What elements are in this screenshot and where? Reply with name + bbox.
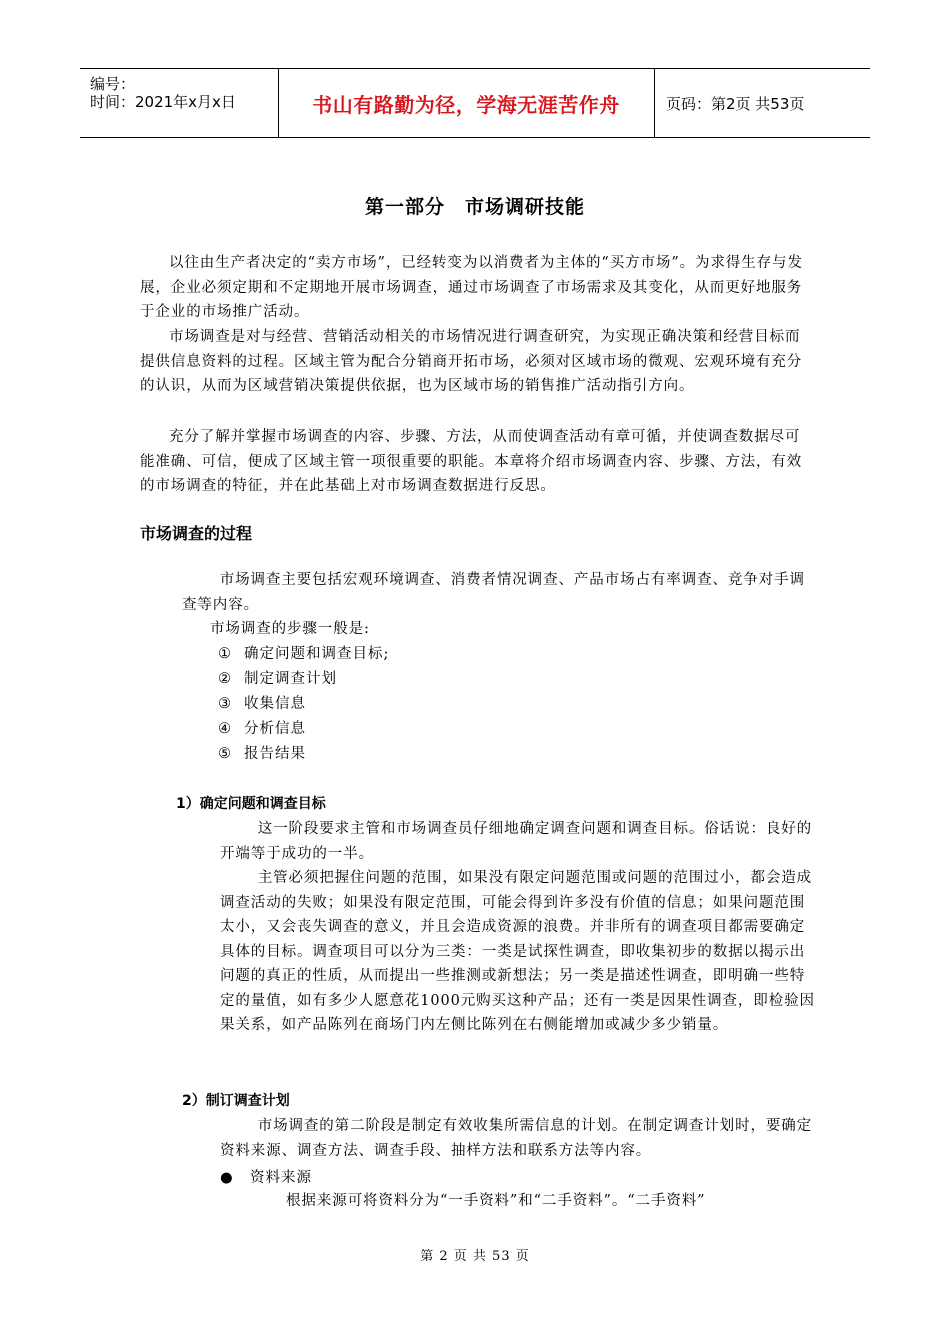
- list-text: 确定问题和调查目标;: [244, 646, 390, 662]
- list-number: ⑤: [218, 746, 232, 762]
- subsection-2-paragraph-1: 市场调查的第二阶段是制定有效收集所需信息的计划。在制定调查计划时，要确定资料来源、调查方法、调查手段、抽样方法和联系方法等内容。: [220, 1118, 813, 1159]
- subsection-1-paragraph-2: 主管必须把握住问题的范围，如果没有限定问题范围或问题的范围过小，都会造成调查活动的失败；如果没有限定范围，可能会得到许多没有价值的信息；如果问题范围太小，又会丧失调查的意义，并且会造成资源的浪费。并非所有的调查项目都需要确定具体的目标。调查项目可以分为三类：一类是试探性调查，即收集初步的数据以揭示出问题的真正的性质，从而提出一些推测或新想法；另一类是描述性调查，即明确一些特定的量值，如有多少人愿意花1000元购买这种产品；还有一类是因果性调查，即检验因果关系，如产品陈列在商场门内左侧比陈列在右侧能增加或减少多少销量。: [220, 870, 815, 1033]
- intro-paragraph-2: 市场调查是对与经营、营销活动相关的市场情况进行调查研究，为实现正确决策和经营目标而提供信息资料的过程。区域主管为配合分销商开拓市场，必须对区域市场的微观、宏观环境有充分的认识，从而为区域营销决策提供依据，也为区域市场的销售推广活动指引方向。: [140, 329, 803, 394]
- header-meta-cell: [80, 69, 279, 137]
- section-paragraph: 市场调查主要包括宏观环境调查、消费者情况调查、产品市场占有率调查、竞争对手调查等内容。: [182, 572, 805, 613]
- list-number: ②: [218, 671, 232, 687]
- list-item: [218, 717, 306, 738]
- bullet-item: [220, 1166, 312, 1187]
- list-item: [218, 642, 389, 663]
- subsection-heading-1: 1）确定问题和调查目标: [176, 796, 326, 812]
- page-footer: 第 2 页 共 53 页: [420, 1249, 530, 1264]
- page-header: [80, 68, 870, 138]
- list-text: 制定调查计划: [244, 671, 337, 687]
- list-text: 分析信息: [244, 721, 306, 737]
- page-title: 第一部分 市场调研技能: [364, 196, 585, 218]
- list-text: 报告结果: [244, 746, 306, 762]
- header-page-cell: [654, 69, 870, 137]
- section-heading: 市场调查的过程: [140, 524, 253, 543]
- list-item: [218, 667, 337, 688]
- list-number: ③: [218, 696, 232, 712]
- page-info: 页码：第2页 共53页: [666, 95, 805, 113]
- date-label: 时间：2021年x月x日: [90, 93, 236, 111]
- subsection-2-paragraph-2: 根据来源可将资料分为“一手资料”和“二手资料”。“二手资料”: [286, 1193, 706, 1209]
- subsection-heading-2: 2）制订调查计划: [182, 1093, 290, 1109]
- list-item: [218, 742, 306, 763]
- list-item: [218, 692, 306, 713]
- steps-intro: 市场调查的步骤一般是:: [210, 621, 370, 637]
- list-number: ①: [218, 646, 232, 662]
- list-text: 收集信息: [244, 696, 306, 712]
- bullet-icon: ●: [220, 1170, 234, 1186]
- list-number: ④: [218, 721, 232, 737]
- subsection-1-paragraph-1: 这一阶段要求主管和市场调查员仔细地确定调查问题和调查目标。俗话说：良好的开端等于成功的一半。: [220, 821, 813, 862]
- motto: 书山有路勤为径，学海无涯苦作舟: [312, 93, 620, 117]
- intro-paragraph-1: 以往由生产者决定的“卖方市场”，已经转变为以消费者为主体的“买方市场”。为求得生存与发展，企业必须定期和不定期地开展市场调查，通过市场调查了市场需求及其变化，从而更好地服务于企业的市场推广活动。: [140, 255, 803, 320]
- header-motto-cell: [278, 69, 655, 137]
- number-label: 编号：: [90, 75, 136, 93]
- bullet-text: 资料来源: [250, 1170, 312, 1186]
- intro-paragraph-3: 充分了解并掌握市场调查的内容、步骤、方法，从而使调查活动有章可循，并使调查数据尽可能准确、可信，便成了区域主管一项很重要的职能。本章将介绍市场调查内容、步骤、方法，有效的市场调查的特征，并在此基础上对市场调查数据进行反思。: [140, 429, 803, 494]
